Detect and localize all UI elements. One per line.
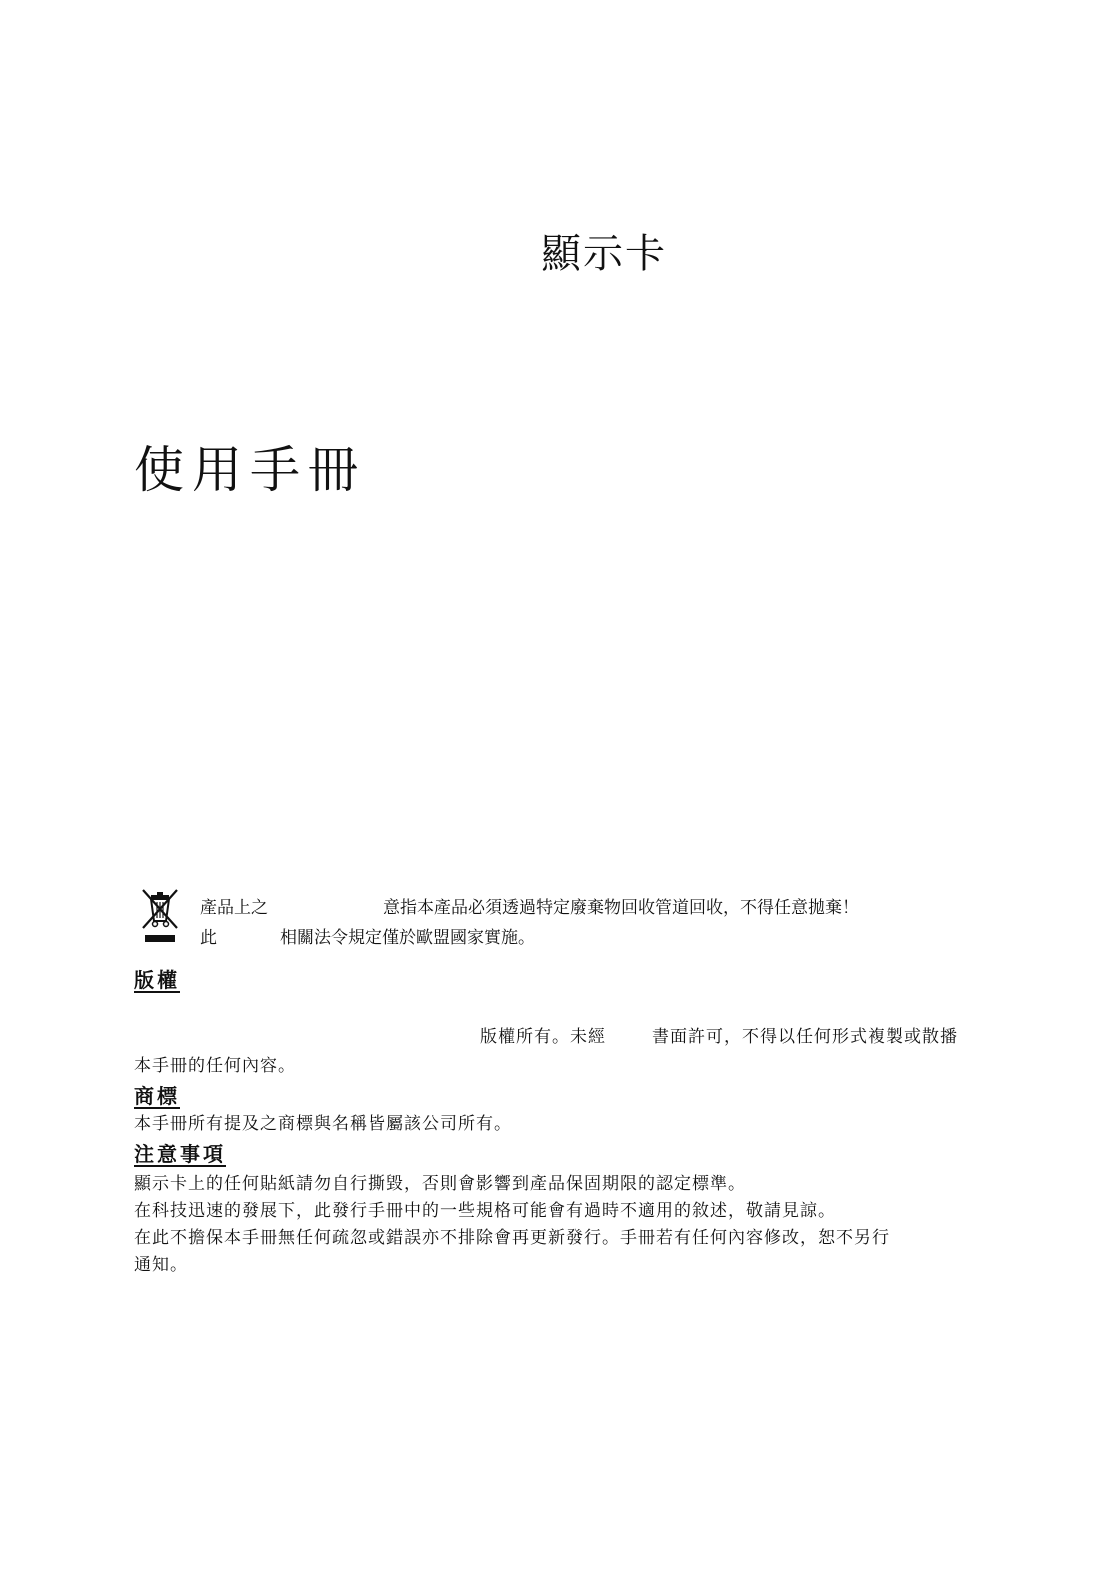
trademark-heading: 商標 — [134, 1084, 180, 1108]
notice-line: 在科技迅速的發展下，此發行手冊中的一些規格可能會有過時不適用的敘述，敬請見諒。 — [134, 1201, 836, 1221]
copyright-text: 書面許可，不得以任何形式複製或散播 — [652, 1027, 958, 1047]
weee-notice-text: 此 — [200, 928, 217, 948]
crossed-out-wheeled-bin-icon — [140, 888, 180, 946]
notice-line: 在此不擔保本手冊無任何疏忽或錯誤亦不排除會再更新發行。手冊若有任何內容修改，恕不另行 — [134, 1228, 890, 1248]
trademark-text: 本手冊所有提及之商標與名稱皆屬該公司所有。 — [134, 1114, 512, 1134]
copyright-heading: 版權 — [134, 968, 180, 992]
weee-notice-text: 產品上之 — [200, 898, 268, 918]
notice-heading: 注意事項 — [134, 1142, 226, 1166]
notice-line: 通知。 — [134, 1255, 188, 1275]
copyright-text: 版權所有。未經 — [480, 1027, 606, 1047]
copyright-text: 本手冊的任何內容。 — [134, 1056, 296, 1076]
product-title: 顯示卡 — [541, 231, 667, 277]
weee-notice-text: 意指本產品必須透過特定廢棄物回收管道回收，不得任意拋棄！ — [383, 898, 859, 918]
notice-line: 顯示卡上的任何貼紙請勿自行撕毀，否則會影響到產品保固期限的認定標準。 — [134, 1174, 746, 1194]
weee-notice-text: 相關法令規定僅於歐盟國家實施。 — [280, 928, 535, 948]
manual-title: 使用手冊 — [134, 441, 366, 499]
weee-notice — [200, 893, 940, 953]
